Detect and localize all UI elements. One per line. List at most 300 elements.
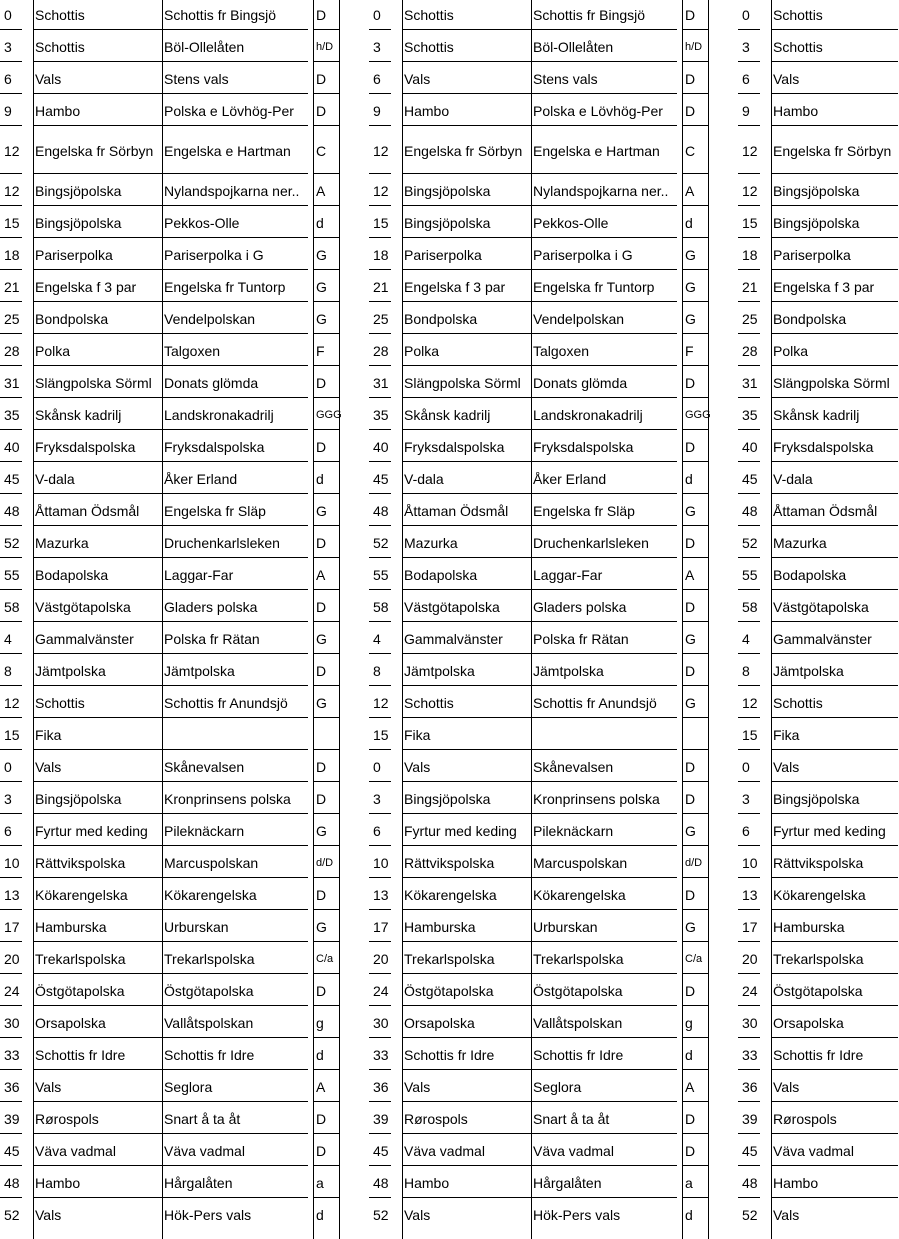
key-cell: D bbox=[316, 1110, 327, 1127]
table-row bbox=[369, 781, 709, 813]
key-cell: D bbox=[316, 886, 327, 903]
row-rule bbox=[771, 1165, 898, 1166]
row-rule bbox=[0, 845, 22, 846]
dance-cell: Fika bbox=[35, 726, 62, 743]
row-rule bbox=[33, 1197, 308, 1198]
row-rule bbox=[738, 29, 760, 30]
key-cell: D bbox=[685, 6, 696, 23]
tune-cell: Böl-Ollelåten bbox=[164, 38, 245, 55]
row-rule bbox=[33, 589, 308, 590]
dance-cell: Hamburska bbox=[404, 918, 476, 935]
dance-cell: Kökarengelska bbox=[404, 886, 497, 903]
dance-cell: Östgötapolska bbox=[404, 982, 494, 999]
minute-cell: 15 bbox=[742, 214, 758, 231]
dance-cell: Orsapolska bbox=[773, 1014, 844, 1031]
dance-cell: Schottis fr Idre bbox=[35, 1046, 126, 1063]
table-row bbox=[0, 685, 340, 717]
table-row bbox=[738, 365, 898, 397]
row-rule bbox=[369, 269, 391, 270]
dance-cell: Bingsjöpolska bbox=[773, 214, 860, 231]
dance-cell: Vals bbox=[404, 758, 431, 775]
row-rule bbox=[771, 237, 898, 238]
tune-cell: Engelska e Hartman bbox=[164, 142, 291, 159]
minute-cell: 33 bbox=[742, 1046, 758, 1063]
dance-cell: Jämtpolska bbox=[404, 662, 475, 679]
tune-cell: Hök-Pers vals bbox=[533, 1206, 621, 1223]
key-cell: D bbox=[685, 886, 696, 903]
row-rule bbox=[369, 397, 391, 398]
tune-cell: Schottis fr Bingsjö bbox=[533, 6, 646, 23]
row-rule bbox=[369, 1165, 391, 1166]
dance-cell: Fryksdalspolska bbox=[404, 438, 505, 455]
minute-cell: 15 bbox=[742, 726, 758, 743]
table-row bbox=[369, 941, 709, 973]
table-row bbox=[0, 589, 340, 621]
row-rule bbox=[738, 909, 760, 910]
dance-cell: Vals bbox=[35, 1206, 62, 1223]
key-cell: d bbox=[685, 214, 693, 231]
minute-cell: 25 bbox=[742, 310, 758, 327]
tune-cell: Östgötapolska bbox=[164, 982, 254, 999]
dance-cell: Engelska f 3 par bbox=[773, 278, 875, 295]
row-rule bbox=[314, 909, 340, 910]
tune-cell: Urburskan bbox=[164, 918, 229, 935]
row-rule bbox=[33, 1037, 308, 1038]
tune-cell: Jämtpolska bbox=[164, 662, 235, 679]
minute-cell: 48 bbox=[373, 1174, 389, 1191]
minute-cell: 28 bbox=[373, 342, 389, 359]
table-row bbox=[0, 397, 340, 429]
tune-cell: Vendelpolskan bbox=[533, 310, 625, 327]
key-cell: C/a bbox=[685, 952, 703, 965]
row-rule bbox=[738, 125, 760, 126]
row-rule bbox=[314, 61, 340, 62]
key-cell: D bbox=[685, 438, 696, 455]
row-rule bbox=[683, 429, 709, 430]
row-rule bbox=[33, 61, 308, 62]
row-rule bbox=[0, 237, 22, 238]
row-rule bbox=[33, 1165, 308, 1166]
tune-cell: Talgoxen bbox=[164, 342, 221, 359]
table-row bbox=[0, 621, 340, 653]
table-row bbox=[738, 941, 898, 973]
minute-cell: 12 bbox=[4, 182, 20, 199]
row-rule bbox=[33, 333, 308, 334]
table-row bbox=[738, 1069, 898, 1101]
minute-cell: 12 bbox=[373, 182, 389, 199]
row-rule bbox=[683, 1101, 709, 1102]
row-rule bbox=[314, 397, 340, 398]
dance-cell: Jämtpolska bbox=[35, 662, 106, 679]
row-rule bbox=[771, 125, 898, 126]
minute-cell: 30 bbox=[742, 1014, 758, 1031]
table-row bbox=[0, 493, 340, 525]
minute-cell: 33 bbox=[4, 1046, 20, 1063]
dance-cell: Bingsjöpolska bbox=[35, 790, 122, 807]
row-rule bbox=[771, 589, 898, 590]
key-cell: d bbox=[316, 470, 324, 487]
row-rule bbox=[771, 61, 898, 62]
tune-cell: Pekkos-Olle bbox=[164, 214, 240, 231]
row-rule bbox=[402, 1165, 677, 1166]
minute-cell: 58 bbox=[373, 598, 389, 615]
minute-cell: 36 bbox=[373, 1078, 389, 1095]
key-cell: G bbox=[685, 694, 696, 711]
dance-cell: Rättvikspolska bbox=[35, 854, 126, 871]
minute-cell: 20 bbox=[373, 950, 389, 967]
row-rule bbox=[369, 877, 391, 878]
key-cell bbox=[685, 720, 707, 749]
row-rule bbox=[33, 717, 308, 718]
row-rule bbox=[369, 813, 391, 814]
tune-cell: Pileknäckarn bbox=[533, 822, 614, 839]
minute-cell: 12 bbox=[742, 182, 758, 199]
row-rule bbox=[314, 1133, 340, 1134]
tune-cell: Åker Erland bbox=[164, 470, 238, 487]
key-cell: G bbox=[316, 694, 327, 711]
row-rule bbox=[771, 1197, 898, 1198]
table-row bbox=[738, 301, 898, 333]
key-cell: D bbox=[316, 758, 327, 775]
table-row bbox=[0, 909, 340, 941]
minute-cell: 8 bbox=[742, 662, 750, 679]
tune-cell: Hök-Pers vals bbox=[164, 1206, 252, 1223]
table-row bbox=[738, 973, 898, 1005]
table-row bbox=[738, 1165, 898, 1197]
row-rule bbox=[683, 1197, 709, 1198]
row-rule bbox=[0, 1005, 22, 1006]
row-rule bbox=[402, 653, 677, 654]
minute-cell: 3 bbox=[373, 790, 381, 807]
tune-cell: Schottis fr Bingsjö bbox=[164, 6, 277, 23]
dance-cell: Väva vadmal bbox=[404, 1142, 485, 1159]
table-row bbox=[738, 237, 898, 269]
table-row bbox=[369, 589, 709, 621]
row-rule bbox=[738, 1101, 760, 1102]
table-row bbox=[738, 845, 898, 877]
minute-cell: 52 bbox=[373, 534, 389, 551]
row-rule bbox=[683, 365, 709, 366]
tune-cell: Donats glömda bbox=[164, 374, 259, 391]
key-cell: d bbox=[316, 214, 324, 231]
table-row bbox=[369, 0, 709, 29]
row-rule bbox=[0, 269, 22, 270]
row-rule bbox=[771, 1101, 898, 1102]
row-rule bbox=[369, 1005, 391, 1006]
table-row bbox=[0, 1005, 340, 1037]
row-rule bbox=[738, 1165, 760, 1166]
dance-cell: Bingsjöpolska bbox=[35, 182, 122, 199]
minute-cell: 24 bbox=[742, 982, 758, 999]
row-rule bbox=[683, 941, 709, 942]
key-cell: D bbox=[316, 534, 327, 551]
dance-cell: Polka bbox=[404, 342, 440, 359]
key-cell: A bbox=[685, 566, 695, 583]
row-rule bbox=[771, 461, 898, 462]
table-row bbox=[0, 845, 340, 877]
row-rule bbox=[683, 973, 709, 974]
row-rule bbox=[314, 621, 340, 622]
dance-cell: Engelska fr Sörbyn bbox=[35, 142, 154, 159]
minute-cell: 3 bbox=[4, 790, 12, 807]
row-rule bbox=[402, 125, 677, 126]
row-rule bbox=[402, 621, 677, 622]
dance-cell: Bingsjöpolska bbox=[404, 790, 491, 807]
key-cell: A bbox=[316, 1078, 326, 1095]
row-rule bbox=[33, 749, 308, 750]
row-rule bbox=[33, 461, 308, 462]
dance-cell: Schottis bbox=[773, 694, 823, 711]
table-row bbox=[738, 557, 898, 589]
key-cell: G bbox=[685, 278, 696, 295]
row-rule bbox=[738, 173, 760, 174]
row-rule bbox=[0, 1165, 22, 1166]
row-rule bbox=[771, 877, 898, 878]
dance-cell: Bodapolska bbox=[773, 566, 847, 583]
dance-cell: Hambo bbox=[404, 1174, 450, 1191]
row-rule bbox=[369, 621, 391, 622]
dance-cell: Schottis bbox=[35, 38, 85, 55]
minute-cell: 39 bbox=[742, 1110, 758, 1127]
minute-cell: 25 bbox=[4, 310, 20, 327]
tune-cell: Talgoxen bbox=[533, 342, 590, 359]
table-row bbox=[0, 461, 340, 493]
tune-cell: Väva vadmal bbox=[164, 1142, 245, 1159]
row-rule bbox=[369, 429, 391, 430]
minute-cell: 36 bbox=[742, 1078, 758, 1095]
minute-cell: 6 bbox=[373, 70, 381, 87]
tune-cell: Skånevalsen bbox=[533, 758, 614, 775]
row-rule bbox=[314, 301, 340, 302]
dance-cell: Pariserpolka bbox=[773, 246, 851, 263]
row-rule bbox=[402, 205, 677, 206]
row-rule bbox=[369, 461, 391, 462]
table-row bbox=[738, 29, 898, 61]
row-rule bbox=[369, 525, 391, 526]
minute-cell: 35 bbox=[4, 406, 20, 423]
table-row bbox=[369, 1133, 709, 1165]
table-row bbox=[738, 909, 898, 941]
row-rule bbox=[738, 685, 760, 686]
row-rule bbox=[369, 1101, 391, 1102]
key-cell: A bbox=[685, 1078, 695, 1095]
minute-cell: 15 bbox=[373, 214, 389, 231]
key-cell: D bbox=[316, 102, 327, 119]
key-cell: D bbox=[685, 1110, 696, 1127]
tune-cell: Jämtpolska bbox=[533, 662, 604, 679]
minute-cell: 13 bbox=[4, 886, 20, 903]
row-rule bbox=[33, 525, 308, 526]
key-cell: a bbox=[685, 1174, 693, 1191]
row-rule bbox=[0, 93, 22, 94]
minute-cell: 18 bbox=[373, 246, 389, 263]
tune-cell: Engelska fr Tuntorp bbox=[164, 278, 286, 295]
tune-cell: Kronprinsens polska bbox=[164, 790, 291, 807]
table-row bbox=[738, 685, 898, 717]
dance-cell: V-dala bbox=[404, 470, 444, 487]
row-rule bbox=[369, 557, 391, 558]
key-cell: G bbox=[316, 278, 327, 295]
row-rule bbox=[738, 813, 760, 814]
key-cell: h/D bbox=[685, 40, 703, 53]
row-rule bbox=[369, 1069, 391, 1070]
minute-cell: 12 bbox=[742, 142, 758, 159]
row-rule bbox=[738, 493, 760, 494]
row-rule bbox=[369, 589, 391, 590]
row-rule bbox=[0, 365, 22, 366]
row-rule bbox=[0, 909, 22, 910]
table-row bbox=[738, 493, 898, 525]
dance-cell: Bingsjöpolska bbox=[404, 182, 491, 199]
table-row bbox=[0, 749, 340, 781]
table-row bbox=[738, 525, 898, 557]
row-rule bbox=[771, 621, 898, 622]
row-rule bbox=[33, 653, 308, 654]
row-rule bbox=[0, 61, 22, 62]
dance-cell: Fika bbox=[773, 726, 800, 743]
tune-cell: Pekkos-Olle bbox=[533, 214, 609, 231]
table-copy-1 bbox=[0, 0, 340, 1239]
row-rule bbox=[771, 1005, 898, 1006]
tune-cell: Schottis fr Anundsjö bbox=[164, 694, 288, 711]
dance-cell: Pariserpolka bbox=[404, 246, 482, 263]
dance-cell: Åttaman Ödsmål bbox=[773, 502, 878, 519]
row-rule bbox=[402, 845, 677, 846]
minute-cell: 45 bbox=[4, 470, 20, 487]
row-rule bbox=[314, 1037, 340, 1038]
minute-cell: 33 bbox=[373, 1046, 389, 1063]
row-rule bbox=[738, 1005, 760, 1006]
tune-cell: Nylandspojkarna ner.. bbox=[533, 182, 669, 199]
dance-cell: Mazurka bbox=[773, 534, 827, 551]
row-rule bbox=[314, 365, 340, 366]
minute-cell: 40 bbox=[373, 438, 389, 455]
row-rule bbox=[0, 205, 22, 206]
row-rule bbox=[683, 461, 709, 462]
row-rule bbox=[314, 1069, 340, 1070]
dance-cell: Polka bbox=[35, 342, 71, 359]
table-row bbox=[369, 461, 709, 493]
key-cell: d bbox=[316, 1206, 324, 1223]
row-rule bbox=[314, 813, 340, 814]
key-cell: D bbox=[316, 662, 327, 679]
dance-cell: Gammalvänster bbox=[35, 630, 134, 647]
tune-cell: Pileknäckarn bbox=[164, 822, 245, 839]
minute-cell: 52 bbox=[742, 1206, 758, 1223]
row-rule bbox=[683, 589, 709, 590]
table-row bbox=[369, 749, 709, 781]
tune-cell: Landskronakadrilj bbox=[533, 406, 643, 423]
row-rule bbox=[738, 61, 760, 62]
key-cell: A bbox=[316, 566, 326, 583]
key-cell: d/D bbox=[316, 856, 334, 869]
tune-cell: Kronprinsens polska bbox=[533, 790, 660, 807]
row-rule bbox=[369, 717, 391, 718]
key-cell: a bbox=[316, 1174, 324, 1191]
key-cell: D bbox=[685, 374, 696, 391]
row-rule bbox=[771, 493, 898, 494]
row-rule bbox=[33, 621, 308, 622]
tune-cell: Laggar-Far bbox=[164, 566, 234, 583]
minute-cell: 12 bbox=[4, 694, 20, 711]
dance-cell: Hamburska bbox=[773, 918, 845, 935]
dance-cell: Schottis bbox=[404, 38, 454, 55]
table-row bbox=[0, 1069, 340, 1101]
dance-cell: Rättvikspolska bbox=[773, 854, 864, 871]
dance-cell: Hambo bbox=[35, 102, 81, 119]
dance-cell: Orsapolska bbox=[404, 1014, 475, 1031]
row-rule bbox=[314, 205, 340, 206]
minute-cell: 0 bbox=[4, 758, 12, 775]
dance-cell: Schottis bbox=[35, 694, 85, 711]
dance-cell: Vals bbox=[773, 70, 800, 87]
row-rule bbox=[314, 1165, 340, 1166]
table-row bbox=[369, 269, 709, 301]
minute-cell: 15 bbox=[373, 726, 389, 743]
minute-cell: 3 bbox=[742, 38, 750, 55]
row-rule bbox=[683, 333, 709, 334]
row-rule bbox=[0, 493, 22, 494]
row-rule bbox=[683, 1069, 709, 1070]
minute-cell: 52 bbox=[742, 534, 758, 551]
table-row bbox=[738, 429, 898, 461]
table-row bbox=[0, 61, 340, 93]
row-rule bbox=[402, 29, 677, 30]
row-rule bbox=[0, 653, 22, 654]
minute-cell: 6 bbox=[4, 70, 12, 87]
row-rule bbox=[738, 269, 760, 270]
dance-cell: Östgötapolska bbox=[35, 982, 125, 999]
row-rule bbox=[402, 93, 677, 94]
key-cell: G bbox=[685, 822, 696, 839]
dance-cell: Vals bbox=[773, 1078, 800, 1095]
row-rule bbox=[683, 1005, 709, 1006]
tune-cell: Kökarengelska bbox=[533, 886, 626, 903]
minute-cell: 52 bbox=[373, 1206, 389, 1223]
dance-cell: Schottis bbox=[773, 6, 823, 23]
minute-cell: 55 bbox=[742, 566, 758, 583]
row-rule bbox=[314, 877, 340, 878]
table-row bbox=[0, 1101, 340, 1133]
table-row bbox=[738, 93, 898, 125]
table-row bbox=[0, 1165, 340, 1197]
row-rule bbox=[33, 813, 308, 814]
row-rule bbox=[771, 269, 898, 270]
minute-cell: 58 bbox=[4, 598, 20, 615]
row-rule bbox=[683, 525, 709, 526]
row-rule bbox=[314, 493, 340, 494]
row-rule bbox=[771, 29, 898, 30]
key-cell: D bbox=[316, 1142, 327, 1159]
table-row bbox=[0, 973, 340, 1005]
dance-cell: Skånsk kadrilj bbox=[35, 406, 122, 423]
row-rule bbox=[683, 493, 709, 494]
row-rule bbox=[369, 749, 391, 750]
row-rule bbox=[683, 909, 709, 910]
tune-cell: Donats glömda bbox=[533, 374, 628, 391]
minute-cell: 9 bbox=[373, 102, 381, 119]
row-rule bbox=[683, 749, 709, 750]
minute-cell: 15 bbox=[4, 214, 20, 231]
table-copy-2 bbox=[369, 0, 709, 1239]
table-row bbox=[369, 909, 709, 941]
minute-cell: 15 bbox=[4, 726, 20, 743]
row-rule bbox=[771, 813, 898, 814]
minute-cell: 17 bbox=[742, 918, 758, 935]
row-rule bbox=[738, 749, 760, 750]
dance-cell: Engelska f 3 par bbox=[404, 278, 506, 295]
row-rule bbox=[402, 781, 677, 782]
